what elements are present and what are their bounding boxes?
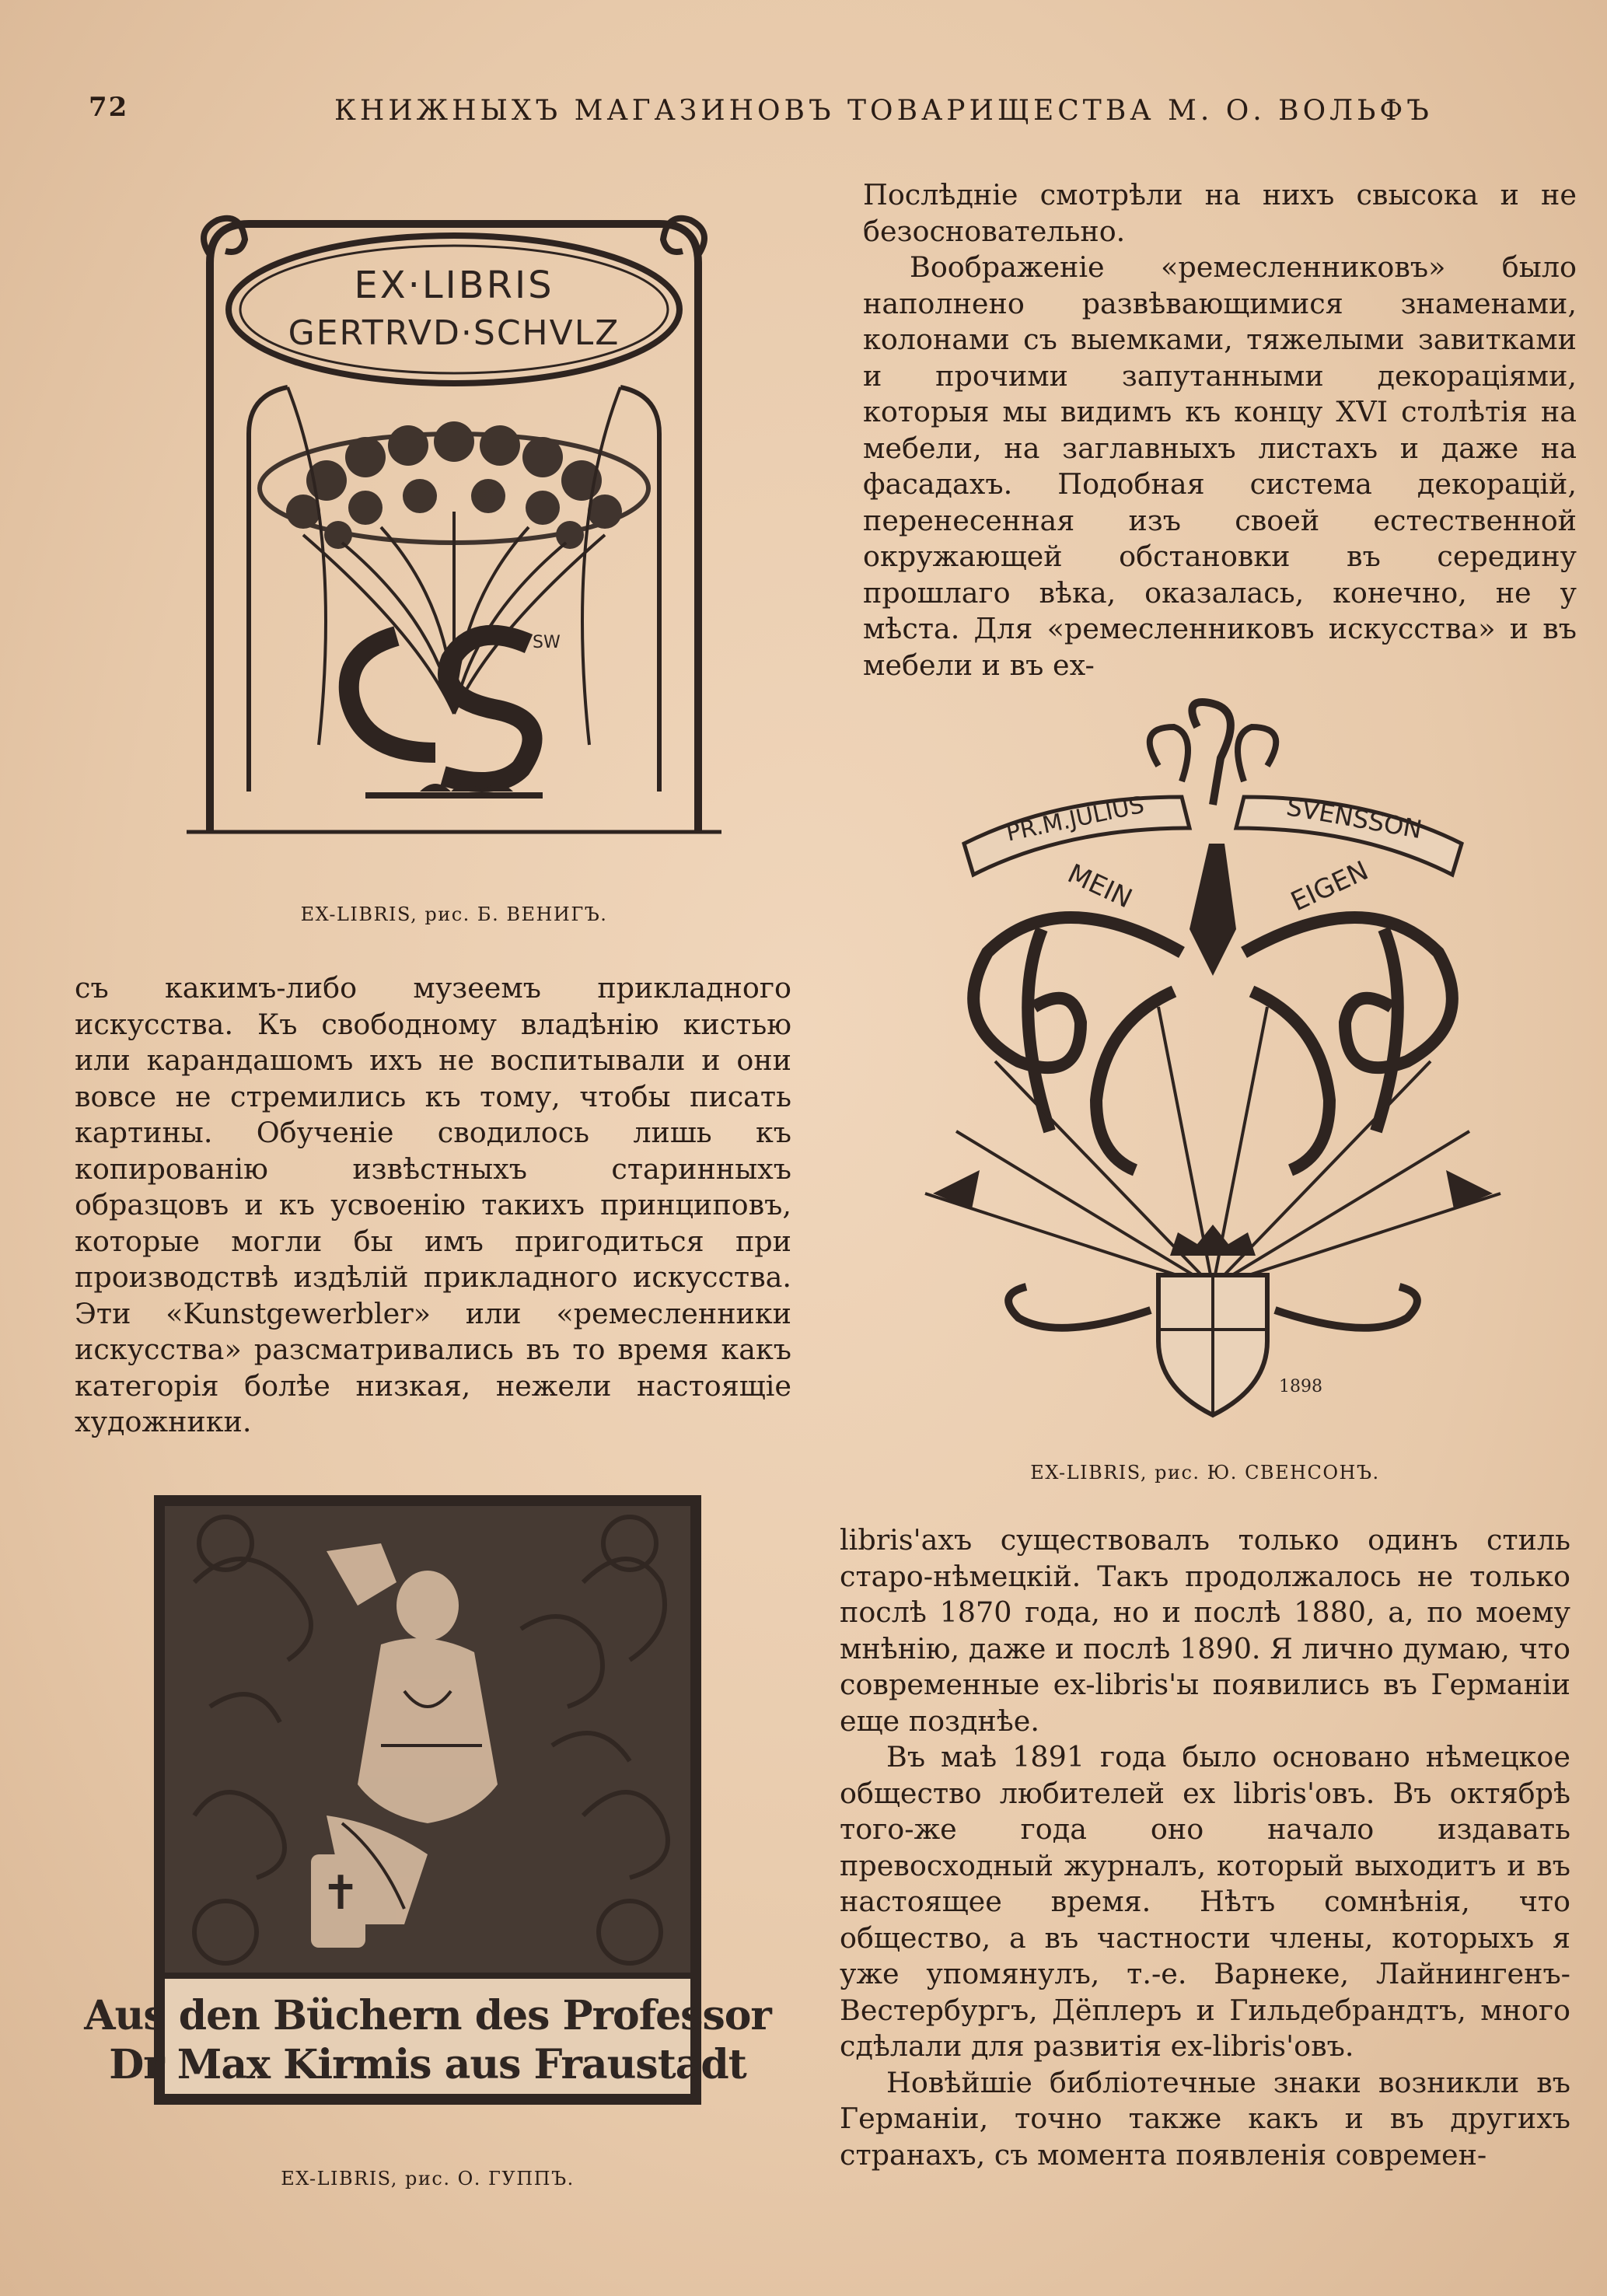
paragraph: Новѣйшіе библіотечные знаки возникли въ Германіи, точно также какъ и въ другихъ странахъ, съ момента появленія современ-: [840, 2065, 1570, 2172]
kirmis-inscription-line1: Aus den Büchern des Professor: [84, 1992, 771, 2039]
schulz-plate-title: EX·LIBRIS: [354, 264, 554, 307]
page-number: 72: [89, 92, 129, 123]
svensson-ribbon-right: EIGEN: [1286, 854, 1374, 918]
text-right-top: [863, 177, 1577, 683]
svensson-ribbon-left: MEIN: [1063, 858, 1137, 915]
svensson-year: 1898: [1279, 1377, 1322, 1396]
running-head: [78, 92, 1555, 131]
text-left-middle: [75, 970, 791, 1441]
svg-text:✝: ✝: [320, 1866, 361, 1920]
paragraph: Послѣдніе смотрѣли на нихъ свысока и не безосновательно.: [863, 178, 1577, 248]
exlibris-schulz-illustration: [187, 201, 721, 838]
caption-kirmis: EX-LIBRIS, рис. О. ГУППЪ.: [281, 2168, 575, 2189]
svg-text:SW: SW: [533, 633, 561, 652]
svensson-banner-right: SVENSSON: [1284, 792, 1424, 845]
svensson-banner-left: PR.M.JULIUS: [1004, 791, 1147, 847]
caption-schulz: EX-LIBRIS, рис. Б. ВЕНИГЪ.: [300, 903, 608, 925]
schulz-plate-owner: GERTRVD·SCHVLZ: [288, 313, 620, 353]
text-right-bottom: [840, 1522, 1570, 2173]
paragraph: libris'ахъ существовалъ только одинъ стиль старо-нѣмецкій. Такъ продолжалось не только послѣ 1870 года, но и послѣ 1880, а, по моему мнѣнію, даже и послѣ 1890. Я лично думаю, что современные ex-libris'ы появились въ Германіи еще позднѣе.: [840, 1523, 1570, 1738]
paragraph: Воображеніе «ремесленниковъ» было наполнено развѣвающимися знаменами, колонами съ выемками, тяжелыми завитками и прочими запутанными декораціями, которыя мы видимъ къ концу XVI столѣтія на мебели, на заглавныхъ листахъ и даже на фасадахъ. Подобная система декорацій, перенесенная изъ своей естественной окружающей обстановки въ середину прошлаго вѣка, оказалась, конечно, не у мѣста. Для «ремесленниковъ искусства» и въ мебели и въ ex-: [863, 250, 1577, 682]
caption-svensson: EX-LIBRIS, рис. Ю. СВЕНСОНЪ.: [1030, 1462, 1380, 1483]
running-title: КНИЖНЫХЪ МАГАЗИНОВЪ ТОВАРИЩЕСТВА М. О. ВОЛЬФЪ: [334, 95, 1433, 127]
exlibris-kirmis-illustration: [84, 1489, 771, 2111]
paragraph: Въ маѣ 1891 года было основано нѣмецкое общество любителей ex libris'овъ. Въ октябрѣ того-же года оно начало издавать превосходный журналъ, который выходитъ и въ настоящее время. Нѣтъ сомнѣнія, что общество, а въ частности члены, которыхъ я уже упомянулъ, т.-е. Варнеке, Лайнингенъ-Вестербургъ, Дёплеръ и Гильдебрандтъ, много сдѣлали для развитія ex-libris'овъ.: [840, 1740, 1570, 2063]
exlibris-svensson-illustration: [902, 696, 1524, 1435]
paragraph: съ какимъ-либо музеемъ прикладного искусства. Къ свободному владѣнію кистью или карандашомъ ихъ не воспитывали и они вовсе не стремились къ тому, чтобы писать картины. Обученіе сводилось лишь къ копированію извѣстныхъ старинныхъ образцовъ и къ усвоенію такихъ принциповъ, которые могли бы имъ пригодиться при производствѣ издѣлій прикладного искусства. Эти «Kunstgewerbler» или «ремесленники искусства» разсматривались въ то время какъ категорія болѣе низкая, нежели настоящіе художники.: [75, 971, 791, 1438]
kirmis-inscription-line2: Dr Max Kirmis aus Fraustadt: [109, 2041, 746, 2088]
